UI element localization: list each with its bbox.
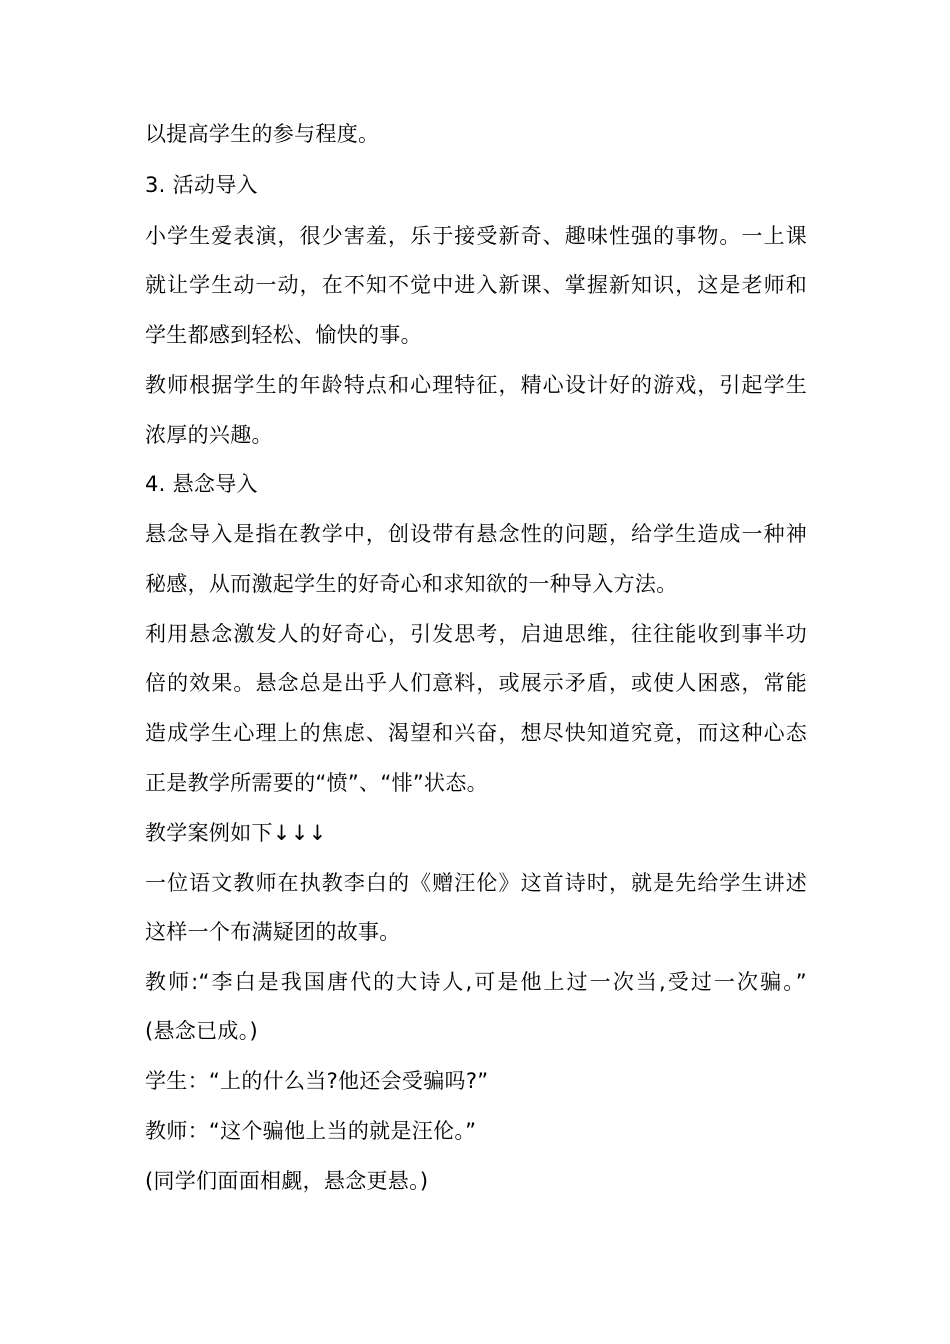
paragraph-line: 教师根据学生的年龄特点和心理特征，精心设计好的游戏，引起学生 — [145, 373, 807, 397]
paragraph-line: 就让学生动一动，在不知不觉中进入新课、掌握新知识，这是老师和 — [145, 273, 807, 297]
dialogue-line-teacher: 教师：“这个骗他上当的就是汪伦。” — [145, 1119, 477, 1143]
stage-note-line: (悬念已成。) — [145, 1019, 258, 1043]
paragraph-line: 利用悬念激发人的好奇心，引发思考，启迪思维，往往能收到事半功 — [145, 622, 807, 646]
paragraph-line: 教学案例如下↓↓↓ — [145, 821, 327, 845]
paragraph-line: 小学生爱表演，很少害羞，乐于接受新奇、趣味性强的事物。一上课 — [145, 224, 807, 248]
paragraph-line: 悬念导入是指在教学中，创设带有悬念性的问题，给学生造成一种神 — [145, 522, 807, 546]
section-heading-activity-intro: 3. 活动导入 — [145, 173, 258, 197]
paragraph-line: 学生都感到轻松、愉快的事。 — [145, 323, 422, 347]
paragraph-line: 倍的效果。悬念总是出乎人们意料，或展示矛盾，或使人困惑，常能 — [145, 671, 807, 695]
stage-note-line: (同学们面面相觑，悬念更悬。) — [145, 1169, 429, 1193]
paragraph-line: 这样一个布满疑团的故事。 — [145, 920, 401, 944]
paragraph-line: 以提高学生的参与程度。 — [145, 122, 380, 146]
paragraph-line: 秘感，从而激起学生的好奇心和求知欲的一种导入方法。 — [145, 572, 678, 596]
document-page — [145, 0, 807, 1344]
dialogue-line-student: 学生：“上的什么当?他还会受骗吗?” — [145, 1069, 489, 1093]
paragraph-line: 浓厚的兴趣。 — [145, 423, 273, 447]
paragraph-line: 造成学生心理上的焦虑、渴望和兴奋，想尽快知道究竟，而这种心态 — [145, 721, 807, 745]
dialogue-line-teacher: 教师:“李白是我国唐代的大诗人,可是他上过一次当,受过一次骗。” — [145, 970, 807, 994]
paragraph-line: 正是教学所需要的“愤”、“悱”状态。 — [145, 771, 488, 795]
section-heading-suspense-intro: 4. 悬念导入 — [145, 472, 258, 496]
paragraph-line: 一位语文教师在执教李白的《赠汪伦》这首诗时，就是先给学生讲述 — [145, 871, 807, 895]
